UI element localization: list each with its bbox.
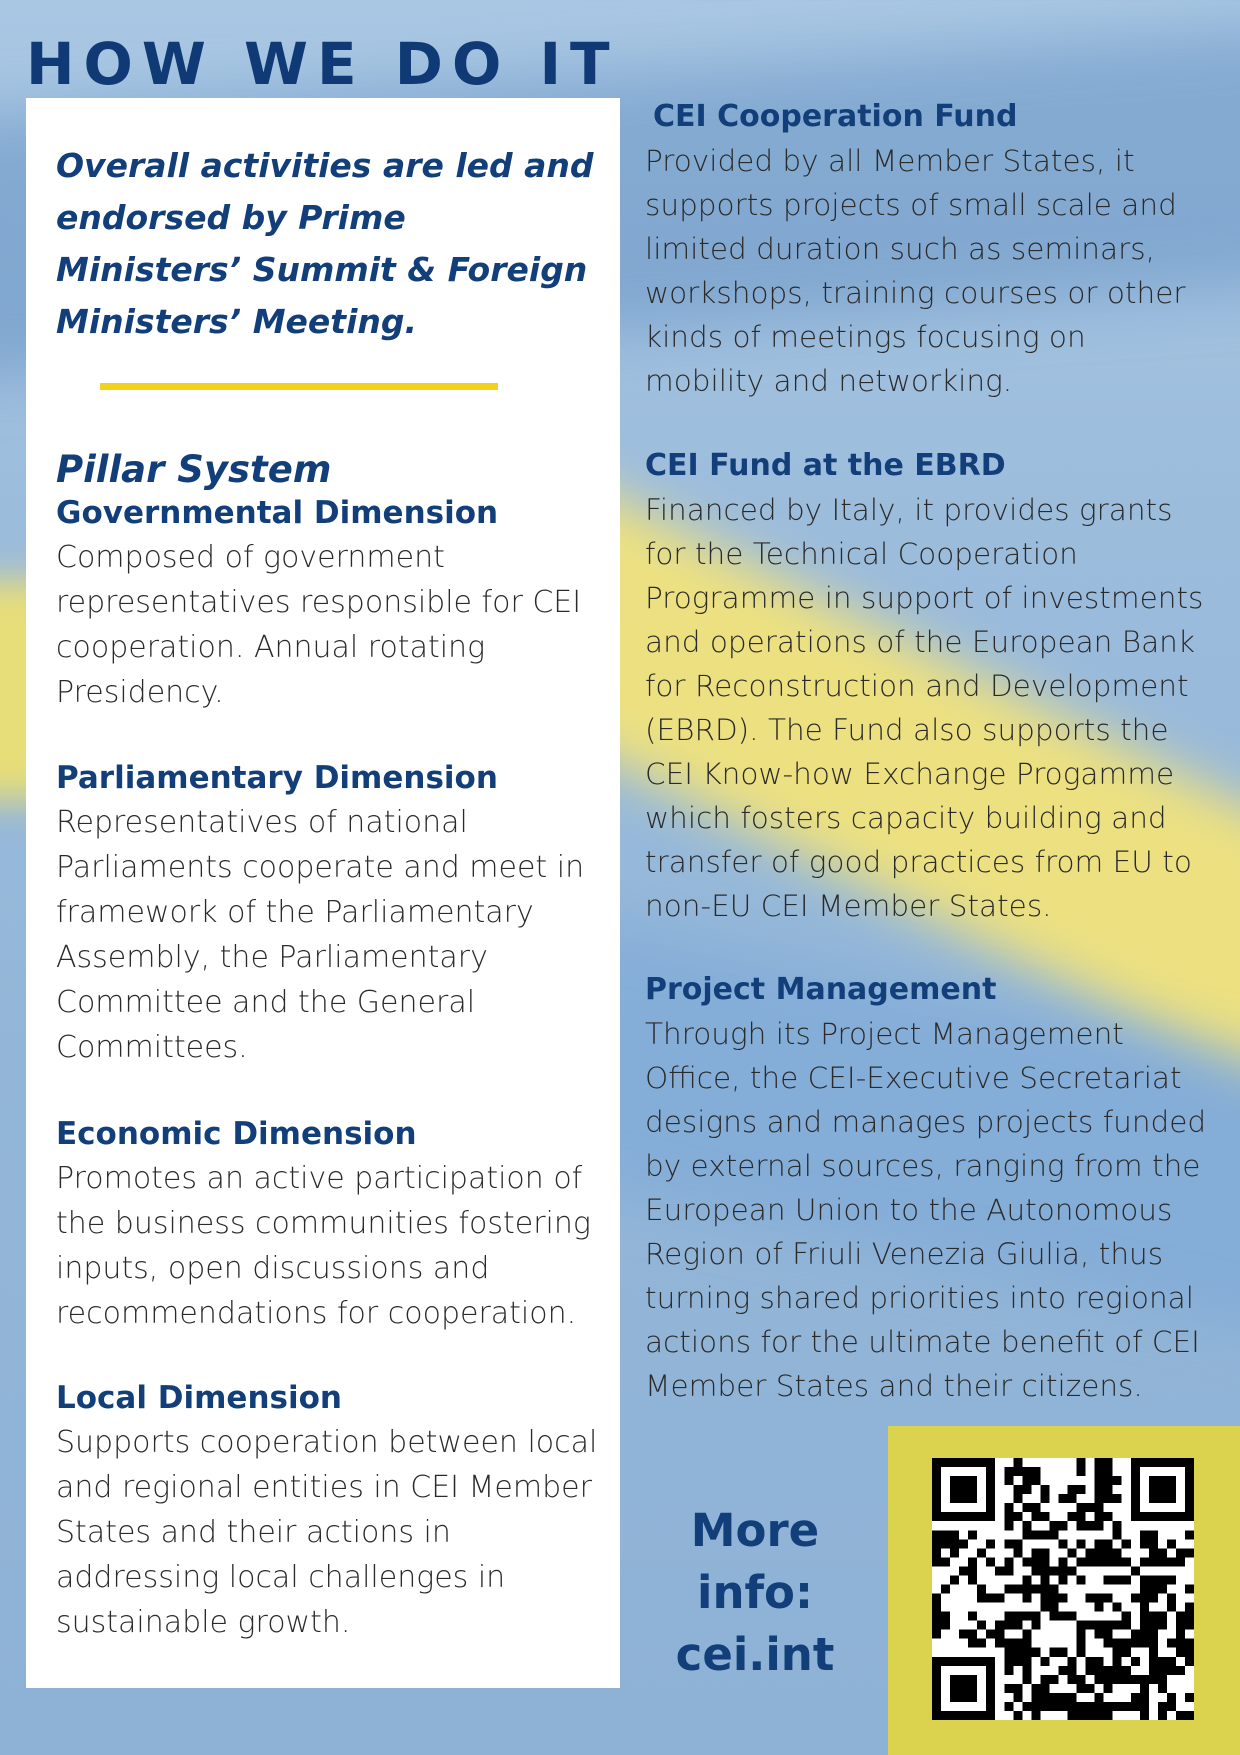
lead-statement: Overall activities are led and endorsed by Prime Ministers’ Summit & Foreign Ministers’ Meeting.	[56, 146, 594, 341]
section-heading: Governmental Dimension	[56, 495, 499, 531]
section-governmental	[56, 493, 606, 715]
section-body: Provided by all Member States, it supports projects of small scale and limited duration such as seminars, workshops, training courses or other kinds of meetings focusing on mobility and networking.	[645, 144, 1186, 398]
yellow-divider	[100, 383, 498, 390]
section-body: Supports cooperation between local and regional entities in CEI Member States and their actions in addressing local challenges in sustainable growth.	[56, 1425, 598, 1640]
more-info-link[interactable]: cei.int	[675, 1628, 835, 1681]
section-cooperation-fund	[645, 97, 1210, 403]
section-heading: Economic Dimension	[56, 1116, 417, 1152]
section-body: Representatives of national Parliaments cooperate and meet in framework of the Parliamentary Assembly, the Parliamentary Committee and the General Committees.	[56, 805, 585, 1065]
pillar-system-title: Pillar System	[56, 448, 332, 491]
more-info-block	[630, 1500, 880, 1686]
section-body: Through its Project Management Office, the CEI-Executive Secretariat designs and manages projects funded by external sources, ranging from the European Union to the Autonomous Region of Friuli Venezia Giulia, thus turning shared priorities into regional actions for the ultimate benefit of CEI Member States and their citizens.	[645, 1017, 1207, 1403]
section-heading: CEI Cooperation Fund	[653, 99, 1018, 134]
section-heading: CEI Fund at the EBRD	[645, 448, 1006, 483]
section-body: Composed of government representatives responsible for CEI cooperation. Annual rotating Presidency.	[56, 540, 582, 710]
qr-code-icon[interactable]	[932, 1458, 1194, 1720]
more-info-label: More info:	[690, 1504, 820, 1619]
left-card	[26, 98, 620, 1688]
section-ebrd-fund	[645, 446, 1210, 928]
page-title: HOW WE DO IT	[26, 30, 619, 98]
section-body: Promotes an active participation of the business communities fostering inputs, open discussions and recommendations for cooperation.	[56, 1161, 591, 1331]
section-heading: Project Management	[645, 972, 997, 1007]
section-local	[56, 1378, 606, 1645]
section-body: Financed by Italy, it provides grants for the Technical Cooperation Programme in support of investments and operations of the European Bank for Reconstruction and Development (EBRD). The Fund also supports the CEI Know-how Exchange Progamme which fosters capacity building and transfer of good practices from EU to non-EU CEI Member States.	[645, 493, 1204, 923]
section-project-management	[645, 970, 1210, 1408]
section-parliamentary	[56, 758, 606, 1070]
section-economic	[56, 1114, 606, 1336]
section-heading: Parliamentary Dimension	[56, 760, 498, 796]
qr-panel	[888, 1426, 1240, 1755]
section-heading: Local Dimension	[56, 1380, 342, 1416]
